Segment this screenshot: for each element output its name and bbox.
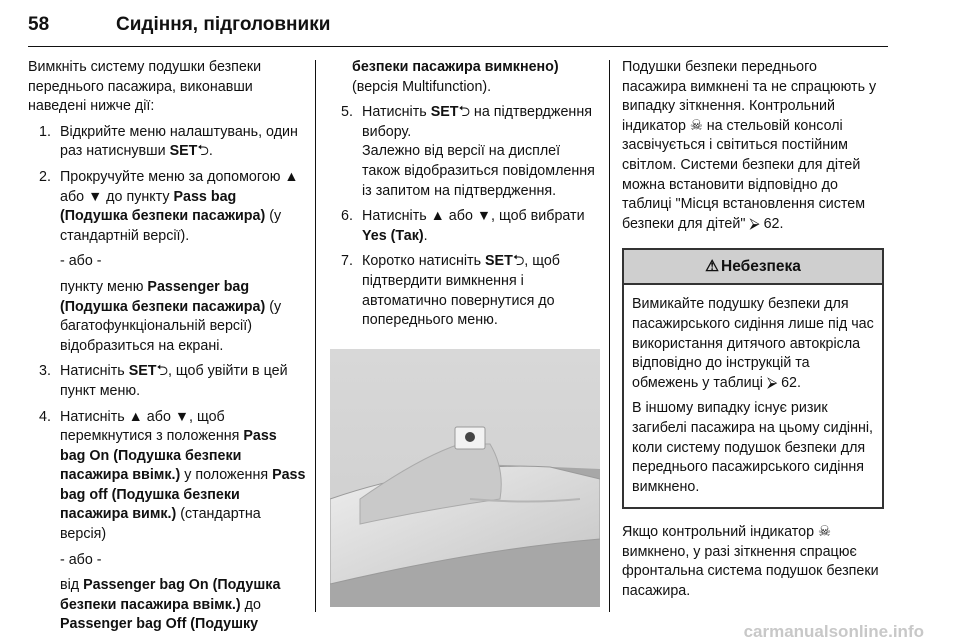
airbag-off-indicator-icon: ☠ (689, 117, 703, 134)
column-left (28, 58, 306, 641)
step-2: 2. Прокручуйте меню за допомогою ▲ або ▼ до пункту Pass bag (Подушка безпеки пасажира) (у стандартній версії). (39, 168, 299, 244)
column-divider (609, 60, 610, 612)
page-header (28, 10, 888, 44)
intro-text: Вимкніть систему подушки безпеки переднього пасажира, виконавши наведені нижче дії: (28, 59, 262, 115)
danger-text: Вимикайте подушку безпеки для пасажирського сидіння лише під час використання дитячого автокрісла відповідно до інструкцій та обмежень у таблиці ⮚ 62. (632, 295, 874, 393)
status-paragraph: Подушки безпеки переднього пасажира вимкнені та не спрацюють у випадку зіткнення. Контрольний індикатор ☠ на стельовій консолі засвічується і світиться постійним світлом. Системи безпеки для дітей можна встановити відповідно до таблиці "Місця встановлення систем безпеки для дітей" ⮚ 62. (622, 58, 884, 234)
danger-box (622, 248, 884, 509)
step-7: 7. Коротко натисніть SET⮌, щоб підтвердити вимкнення і автоматично повернутися до попереднього меню. (341, 253, 560, 329)
danger-title: Небезпека (721, 258, 801, 276)
airbag-off-indicator-icon (465, 432, 475, 442)
back-arrow-icon: ⮌ (197, 143, 209, 160)
or-text: - або - (60, 253, 102, 270)
back-arrow-icon: ⮌ (458, 104, 470, 121)
alt-text: від Passenger bag On (Подушка безпеки пасажира ввімк.) до Passenger bag Off (Подушку (60, 577, 281, 633)
chapter-title: Сидіння, підголовники (116, 14, 331, 35)
page-ref-icon: ⮚ (749, 215, 760, 232)
header-rule (28, 46, 888, 47)
step-6: 6. Натисніть ▲ або ▼, щоб вибрати Yes (Так). (341, 208, 585, 244)
danger-body (624, 285, 882, 507)
step-4: 4. Натисніть ▲ або ▼, щоб перемкнутися з положення Pass bag On (Подушка безпеки пасажира ввімк.) у положення Pass bag off (Подушка безпеки пасажира вимк.) (стандартна версія) (39, 408, 306, 543)
watermark: carmanualsonline.info (743, 622, 924, 641)
step-3: 3. Натисніть SET⮌, щоб увійти в цей пункт меню. (39, 363, 288, 399)
warning-triangle-icon: ⚠ (705, 258, 720, 276)
or-text: - або - (60, 551, 102, 568)
overhead-console-photo (330, 349, 600, 607)
page-number: 58 (28, 14, 50, 35)
continued-text: безпеки пасажира вимкнено) (версія Multifunction). (352, 59, 559, 95)
alt-text: пункту меню Passenger bag (Подушка безпеки пасажира) (у багатофункціональній версії) відобразиться на екрані. (60, 278, 282, 354)
indicator-off-paragraph: Якщо контрольний індикатор ☠ вимкнено, у разі зіткнення спрацює фронтальна система подушок безпеки пасажира. (622, 524, 879, 600)
back-arrow-icon: ⮌ (512, 253, 525, 270)
danger-header (624, 250, 882, 285)
page-ref-icon: ⮚ (766, 374, 778, 391)
danger-text: В іншому випадку існує ризик загибелі пасажира на цьому сидінні, коли систему подушок безпеки для переднього пасажирського сидіння вимкнено. (632, 400, 874, 495)
column-right (622, 58, 884, 602)
step-5: 5. Натисніть SET⮌ на підтвердження вибору. Залежно від версії на дисплеї також відобразиться повідомлення із запитом на підтвердження. (341, 104, 595, 199)
step-1: 1. Відкрийте меню налаштувань, один раз натиснувши SET⮌. (28, 123, 306, 162)
back-arrow-icon: ⮌ (156, 363, 168, 380)
airbag-off-indicator-icon: ☠ (818, 524, 831, 541)
column-middle (330, 58, 600, 607)
column-divider (315, 60, 316, 612)
